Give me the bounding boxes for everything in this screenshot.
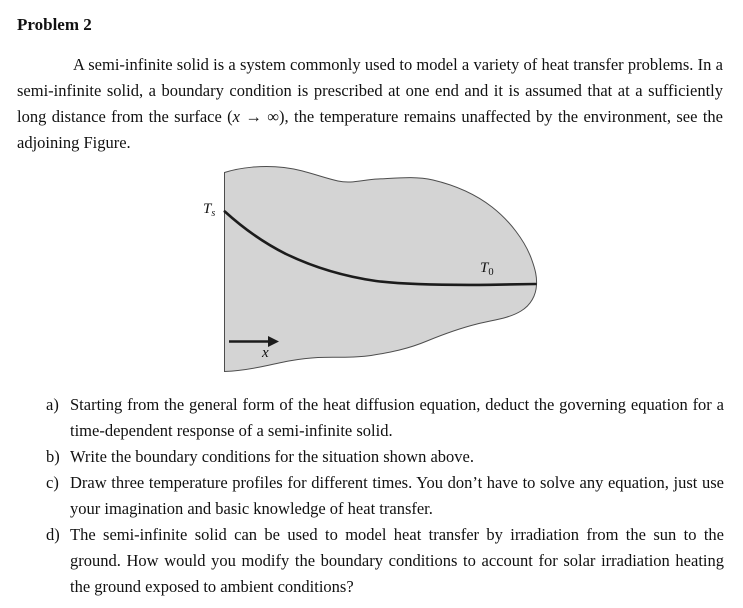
task-marker: b) (46, 447, 60, 466)
task-marker: d) (46, 525, 60, 544)
intro-text-1: A semi-infinite solid is a system commonly used to model a variety of heat transfer problems. In a semi-infinite solid, a boundary condition is prescribed at one end and it is assumed that at a sufficiently long distance from the surface ( (17, 55, 723, 126)
task-text: Draw three temperature profiles for different times. You don’t have to solve any equation, just use your imagination and basic knowledge of heat transfer. (70, 473, 724, 518)
semi-infinite-solid-figure (190, 158, 550, 380)
intro-text-2: → ∞), the temperature remains unaffected by the environment, see the adjoining Figure. (17, 107, 723, 152)
task-item-d (46, 522, 724, 600)
intro-paragraph (17, 52, 723, 156)
task-text: The semi-infinite solid can be used to model heat transfer by irradiation from the sun to the ground. How would you modify the boundary conditions to account for solar irradiation heating the ground exposed to ambient conditions? (70, 525, 724, 596)
task-text: Starting from the general form of the heat diffusion equation, deduct the governing equation for a time-dependent response of a semi-infinite solid. (70, 395, 724, 440)
task-marker: a) (46, 395, 59, 414)
initial-temperature-label: T0 (480, 260, 494, 278)
task-item-a (46, 392, 724, 444)
task-marker: c) (46, 473, 59, 492)
problem-title: Problem 2 (17, 15, 92, 34)
task-text: Write the boundary conditions for the situation shown above. (70, 447, 474, 466)
math-variable-x: x (232, 107, 240, 126)
x-axis-label: x (262, 345, 269, 361)
surface-temperature-label: Ts (203, 201, 216, 219)
task-item-b (46, 444, 724, 470)
task-list (46, 392, 724, 600)
task-item-c (46, 470, 724, 522)
